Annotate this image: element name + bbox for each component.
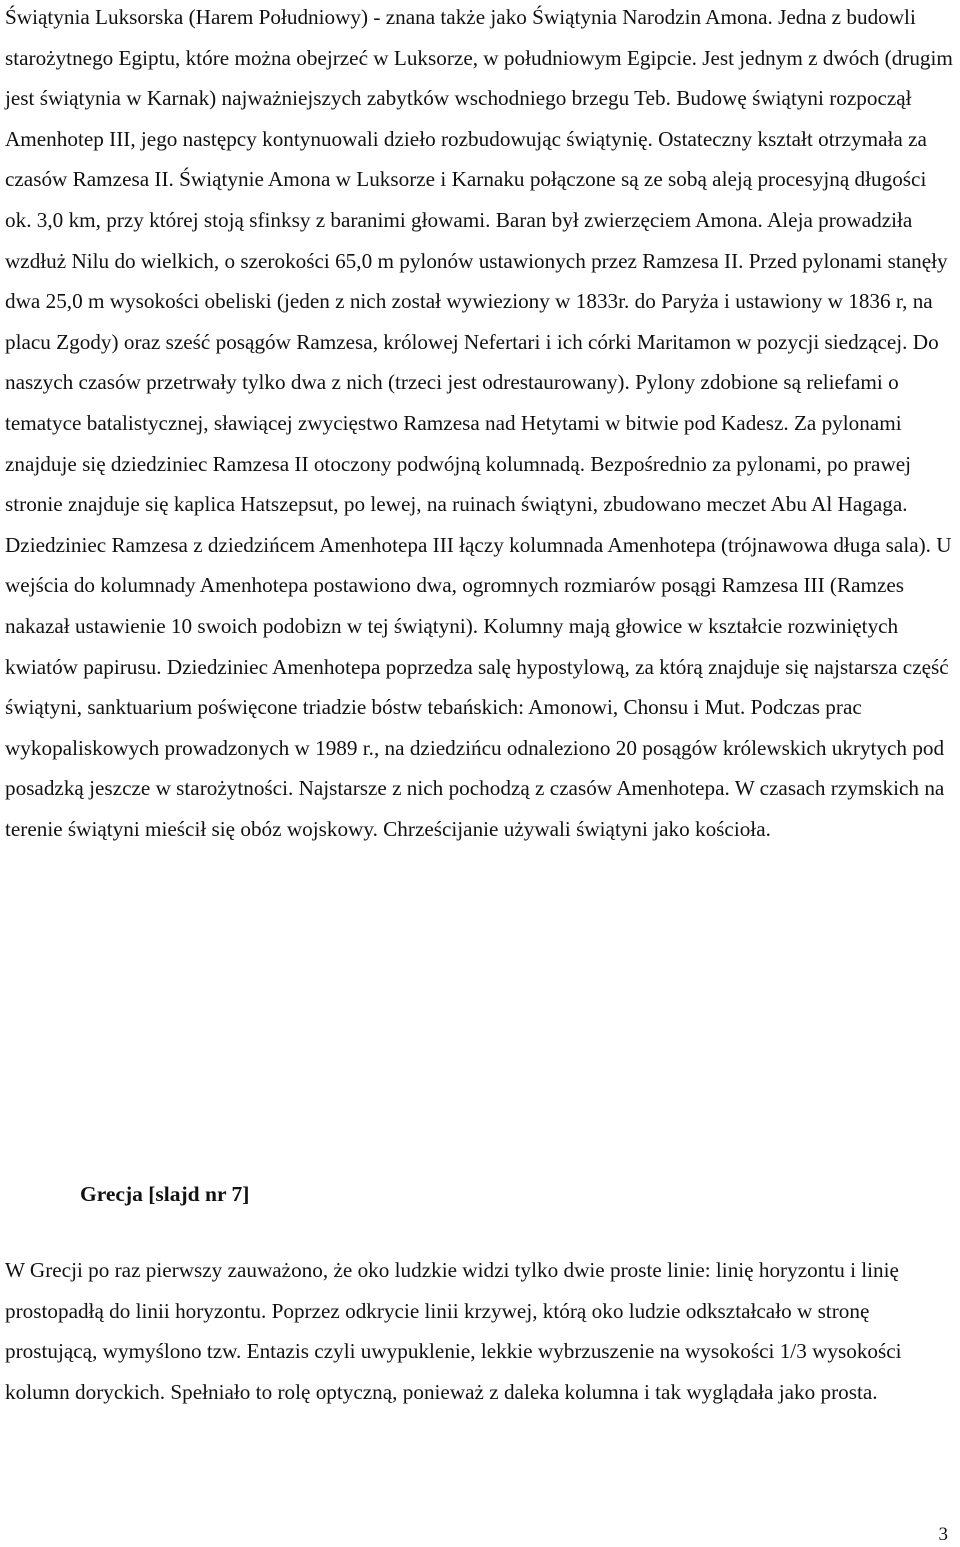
section-heading-greece: Grecja [slajd nr 7]	[80, 1182, 250, 1206]
paragraph-greece: W Grecji po raz pierwszy zauważono, że oko ludzkie widzi tylko dwie proste linie: linię horyzontu i linię prostopadłą do linii horyzontu. Poprzez odkrycie linii krzywej, którą oko ludzie odkształcało w stronę prostującą, wymyślono tzw. Entazis czyli uwypuklenie, lekkie wybrzuszenie na wysokości 1/3 wysokości kolumn doryckich. Spełniało to rolę optyczną, ponieważ z daleka kolumna i tak wyglądała jako prosta.	[5, 1258, 902, 1404]
paragraph-luxor-temple: Świątynia Luksorska (Harem Południowy) - znana także jako Świątynia Narodzin Amona. Jedna z budowli starożytnego Egiptu, które można obejrzeć w Luksorze, w południowym Egipcie. Jest jednym z dwóch (drugim jest świątynia w Karnak) najważniejszych zabytków wschodniego brzegu Teb. Budowę świątyni rozpoczął Amenhotep III, jego następcy kontynuowali dzieło rozbudowując świątynię. Ostateczny kształt otrzymała za czasów Ramzesa II. Świątynie Amona w Luksorze i Karnaku połączone są ze sobą aleją procesyjną długości ok. 3,0 km, przy której stoją sfinksy z baranimi głowami. Baran był zwierzęciem Amona. Aleja prowadziła wzdłuż Nilu do wielkich, o szerokości 65,0 m pylonów ustawionych przez Ramzesa II. Przed pylonami stanęły dwa 25,0 m wysokości obeliski (jeden z nich został wywieziony w 1833r. do Paryża i ustawiony w 1836 r, na placu Zgody) oraz sześć posągów Ramzesa, królowej Nefertari i ich córki Maritamon w pozycji siedzącej. Do naszych czasów przetrwały tylko dwa z nich (trzeci jest odrestaurowany). Pylony zdobione są reliefami o tematyce batalistycznej, sławiącej zwycięstwo Ramzesa nad Hetytami w bitwie pod Kadesz. Za pylonami znajduje się dziedziniec Ramzesa II otoczony podwójną kolumnadą. Bezpośrednio za pylonami, po prawej stronie znajduje się kaplica Hatszepsut, po lewej, na ruinach świątyni, zbudowano meczet Abu Al Hagaga. Dziedziniec Ramzesa z dziedzińcem Amenhotepa III łączy kolumnada Amenhotepa (trójnawowa długa sala). U wejścia do kolumnady Amenhotepa postawiono dwa, ogromnych rozmiarów posągi Ramzesa III (Ramzes nakazał ustawienie 10 swoich podobizn w tej świątyni). Kolumny mają głowice w kształcie rozwiniętych kwiatów papirusu. Dziedziniec Amenhotepa poprzedza salę hypostylową, za którą znajduje się najstarsza część świątyni, sanktuarium poświęcone triadzie bóstw tebańskich: Amonowi, Chonsu i Mut. Podczas prac wykopaliskowych prowadzonych w 1989 r., na dziedzińcu odnaleziono 20 posągów królewskich ukrytych pod posadzką jeszcze w starożytności. Najstarsze z nich pochodzą z czasów Amenhotepa. W czasach rzymskich na terenie świątyni mieścił się obóz wojskowy. Chrześcijanie używali świątyni jako kościoła.	[5, 5, 953, 841]
page-number: 3	[938, 1524, 948, 1545]
